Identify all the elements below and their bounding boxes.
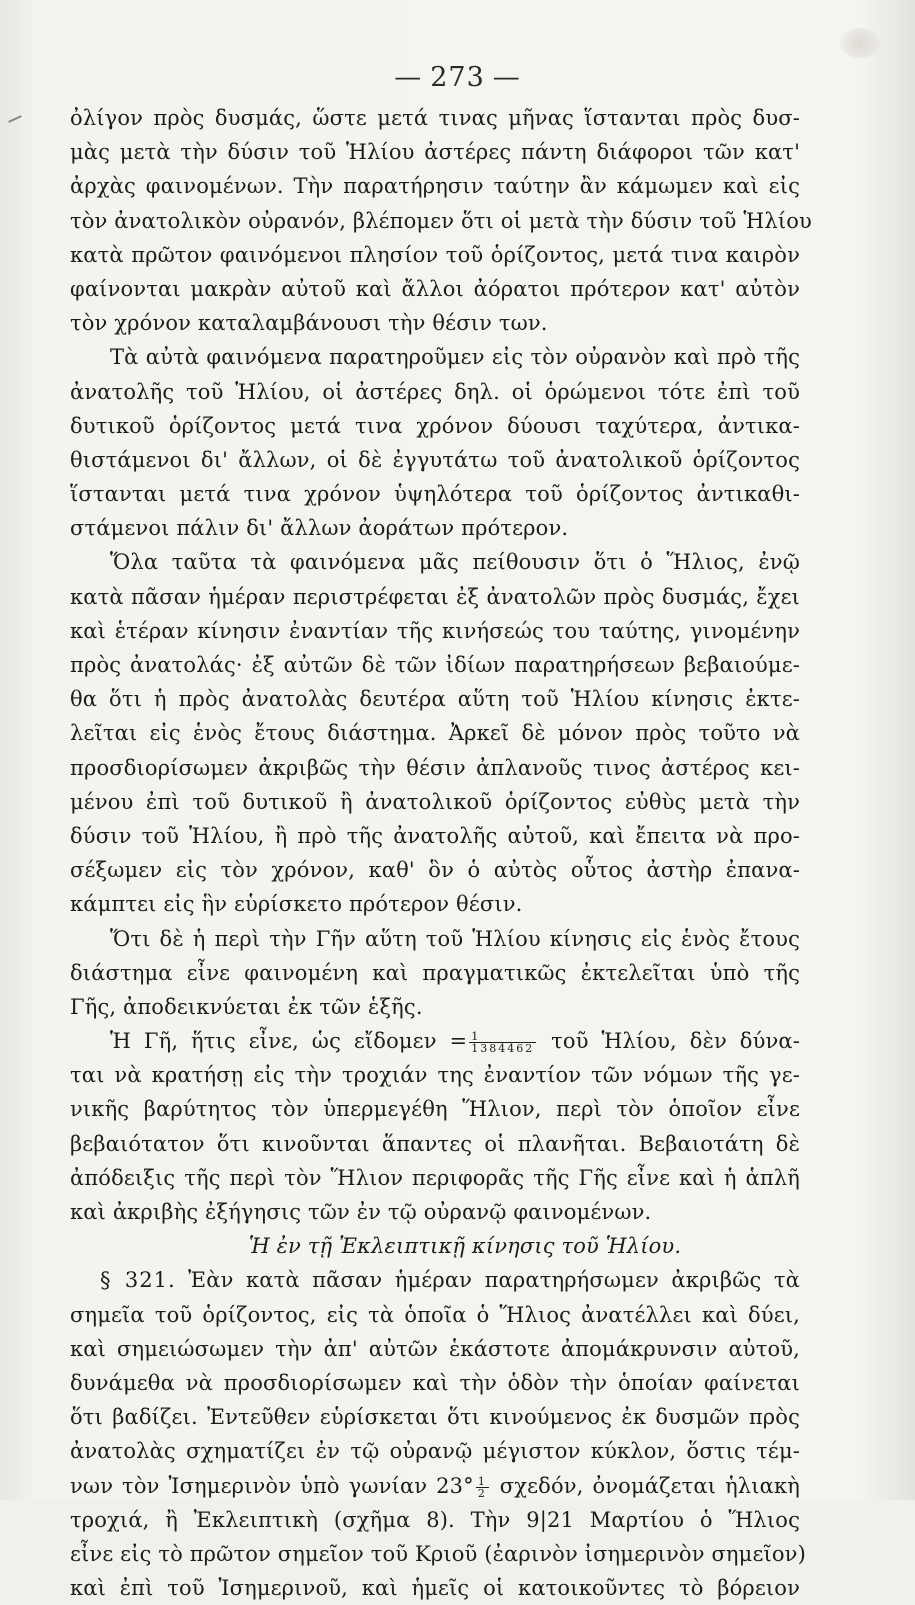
margin-mark bbox=[8, 115, 22, 123]
text-line: πρὸς ἀνατολάς· ἐξ αὐτῶν δὲ τῶν ἰδίων παρατηρήσεων βεβαιούμε- bbox=[70, 653, 800, 677]
text-line: τὸν χρόνον καταλαμβάνουσι τὴν θέσιν των. bbox=[70, 311, 548, 336]
text-line: μὰς μετὰ τὴν δύσιν τοῦ Ἡλίου ἀστέρες πάντη διάφοροι τῶν κατ' bbox=[70, 140, 800, 165]
text-line: θιστάμενοι δι' ἄλλων, οἱ δὲ ἐγγυτάτω τοῦ ἀνατολικοῦ ὁρίζοντος bbox=[70, 447, 800, 472]
text-line: προσδιορίσωμεν ἀκριβῶς τὴν θέσιν ἀπλανοῦς τινος ἀστέρος κει- bbox=[70, 755, 800, 780]
paragraph-start: Ὅλα ταῦτα τὰ φαινόμενα μᾶς πείθουσιν ὅτι ὁ Ἥλιος, ἐνῷ bbox=[110, 550, 800, 575]
angle-fraction bbox=[476, 1476, 489, 1499]
angle-fraction-numerator: 1 bbox=[476, 1476, 489, 1488]
text-line: νικῆς βαρύτητος τὸν ὑπερμεγέθη Ἥλιον, περὶ τὸν ὁποῖον εἶνε bbox=[70, 1097, 800, 1122]
text-line: καὶ σημειώσωμεν τὴν ἀπ' αὐτῶν ἑκάστοτε ἀπομάκρυνσιν αὐτοῦ, bbox=[70, 1336, 800, 1361]
earth-line-before: Ἡ Γῆ, ἥτις εἶνε, ὡς εἴδομεν = bbox=[110, 1029, 468, 1054]
earth-fraction bbox=[469, 1031, 536, 1054]
text-line: ἀρχὰς φαινομένων. Τὴν παρατήρησιν ταύτην ἂν κάμωμεν καὶ εἰς bbox=[70, 174, 800, 199]
earth-fraction-numerator: 1 bbox=[469, 1031, 536, 1043]
text-line: κατὰ πρῶτον φαινόμενοι πλησίον τοῦ ὁρίζοντος, μετά τινα καιρὸν bbox=[70, 242, 800, 267]
text-line: λεῖται εἰς ἑνὸς ἔτους διάστημα. Ἀρκεῖ δὲ μόνον πρὸς τοῦτο νὰ bbox=[70, 721, 800, 746]
text-line: δυνάμεθα νὰ προσδιορίσωμεν καὶ τὴν ὁδὸν τὴν ὁποίαν φαίνεται bbox=[70, 1370, 800, 1395]
text-line-with-fraction bbox=[70, 1469, 800, 1503]
page-number: — 273 — bbox=[394, 62, 521, 93]
text-line: τὸν ἀνατολικὸν οὐρανόν, βλέπομεν ὅτι οἱ μετὰ τὴν δύσιν τοῦ Ἡλίου bbox=[70, 208, 812, 233]
text-line: σέξωμεν εἰς τὸν χρόνον, καθ' ὃν ὁ αὐτὸς οὗτος ἀστὴρ ἐπανα- bbox=[70, 858, 800, 883]
body-text bbox=[70, 101, 812, 1605]
text-line: καὶ ἀκριβὴς ἐξήγησις τῶν ἐν τῷ οὐρανῷ φαινομένων. bbox=[70, 1200, 652, 1224]
earth-line-after: τοῦ Ἡλίου, δὲν δύνα- bbox=[551, 1029, 800, 1054]
text-line: θα ὅτι ἡ πρὸς ἀνατολὰς δευτέρα αὕτη τοῦ Ἡλίου κίνησις ἐκτε- bbox=[70, 687, 800, 712]
text-line: ὅτι βαδίζει. Ἐντεῦθεν εὑρίσκεται ὅτι κινούμενος ἐκ δυσμῶν πρὸς bbox=[70, 1405, 800, 1430]
text-line: διάστημα εἶνε φαινομένη καὶ πραγματικῶς ἐκτελεῖται ὑπὸ τῆς bbox=[70, 960, 800, 985]
text-line: καὶ ἑτέραν κίνησιν ἐναντίαν τῆς κινήσεώς του ταύτης, γινομένην bbox=[70, 618, 800, 643]
text-line: σημεῖα τοῦ ὁρίζοντος, εἰς τὰ ὁποῖα ὁ Ἥλιος ἀνατέλλει καὶ δύει, bbox=[70, 1302, 800, 1327]
text-line: φαίνονται μακρὰν αὐτοῦ καὶ ἄλλοι ἀόρατοι πρότερον κατ' αὐτὸν bbox=[70, 276, 800, 301]
text-line: δύσιν τοῦ Ἡλίου, ἢ πρὸ τῆς ἀνατολῆς αὐτοῦ, καὶ ἔπειτα νὰ προ- bbox=[70, 823, 800, 848]
text-line: καὶ ἐπὶ τοῦ Ἰσημερινοῦ, καὶ ἡμεῖς οἱ κατοικοῦντες τὸ βόρειον bbox=[70, 1576, 800, 1601]
page-number-value: 273 bbox=[430, 62, 485, 93]
paper-stain bbox=[840, 28, 880, 58]
text-line: εἶνε εἰς τὸ πρῶτον σημεῖον τοῦ Κριοῦ (ἐαρινὸν ἰσημερινὸν σημεῖον) bbox=[70, 1541, 806, 1566]
section-first-text: Ἐὰν κατὰ πᾶσαν ἡμέραν παρατηρήσωμεν ἀκριβῶς τὰ bbox=[188, 1268, 801, 1293]
text-line: κάμπτει εἰς ἣν εὑρίσκετο πρότερον θέσιν. bbox=[70, 892, 523, 917]
section-heading: Ἡ ἐν τῇ Ἐκλειπτικῇ κίνησις τοῦ Ἡλίου. bbox=[248, 1234, 682, 1259]
text-line: ἀνατολὰς σχηματίζει ἐν τῷ οὐρανῷ μέγιστον κύκλον, ὅστις τέμ- bbox=[70, 1439, 800, 1464]
earth-fraction-denominator: 1384462 bbox=[471, 1042, 535, 1056]
text-line: δυτικοῦ ὁρίζοντος μετά τινα χρόνον δύουσι ταχύτερα, ἀντικα- bbox=[70, 413, 800, 438]
angle-line-after: σχεδόν, ὀνομάζεται ἡλιακὴ bbox=[499, 1473, 800, 1498]
angle-line-before: νων τὸν Ἰσημερινὸν ὑπὸ γωνίαν 23° bbox=[70, 1473, 474, 1498]
text-line: ἵστανται μετά τινα χρόνον ὑψηλότερα τοῦ ὁρίζοντος ἀντικαθι- bbox=[70, 482, 800, 507]
text-line: ἀνατολῆς τοῦ Ἡλίου, οἱ ἀστέρες δηλ. οἱ ὁρώμενοι τότε ἐπὶ τοῦ bbox=[70, 379, 800, 404]
paragraph-start: Τὰ αὐτὰ φαινόμενα παρατηροῦμεν εἰς τὸν οὐρανὸν καὶ πρὸ τῆς bbox=[110, 345, 800, 370]
text-line: ὀλίγον πρὸς δυσμάς, ὥστε μετά τινας μῆνας ἵστανται πρὸς δυσ- bbox=[70, 106, 800, 130]
text-line: στάμενοι πάλιν δι' ἄλλων ἀοράτων πρότερον. bbox=[70, 516, 569, 541]
text-line: μένου ἐπὶ τοῦ δυτικοῦ ἢ ἀνατολικοῦ ὁρίζοντος εὐθὺς μετὰ τὴν bbox=[70, 789, 800, 814]
text-line: ἀπόδειξις τῆς περὶ τὸν Ἥλιον περιφορᾶς τῆς Γῆς εἶνε καὶ ἡ ἁπλῆ bbox=[70, 1165, 800, 1190]
text-line: Γῆς, ἀποδεικνύεται ἐκ τῶν ἑξῆς. bbox=[70, 994, 423, 1019]
text-line: κατὰ πᾶσαν ἡμέραν περιστρέφεται ἐξ ἀνατολῶν πρὸς δυσμάς, ἔχει bbox=[70, 584, 800, 609]
paragraph-start: Ὅτι δὲ ἡ περὶ τὴν Γῆν αὕτη τοῦ Ἡλίου κίνησις εἰς ἑνὸς ἔτους bbox=[110, 926, 800, 951]
section-first-line bbox=[70, 1263, 800, 1297]
text-line: βεβαιότατον ὅτι κινοῦνται ἅπαντες οἱ πλανῆται. Βεβαιοτάτη δὲ bbox=[70, 1131, 800, 1156]
text-line: ται νὰ κρατήσῃ εἰς τὴν τροχιάν της ἐναντίον τῶν νόμων τῆς γε- bbox=[70, 1063, 800, 1088]
paragraph-start-with-fraction bbox=[70, 1024, 800, 1058]
section-number: § 321. bbox=[100, 1268, 176, 1293]
angle-fraction-denominator: 2 bbox=[477, 1486, 487, 1500]
text-line: τροχιά, ἢ Ἐκλειπτικὴ (σχῆμα 8). Τὴν 9|21 Μαρτίου ὁ Ἥλιος bbox=[70, 1507, 800, 1532]
